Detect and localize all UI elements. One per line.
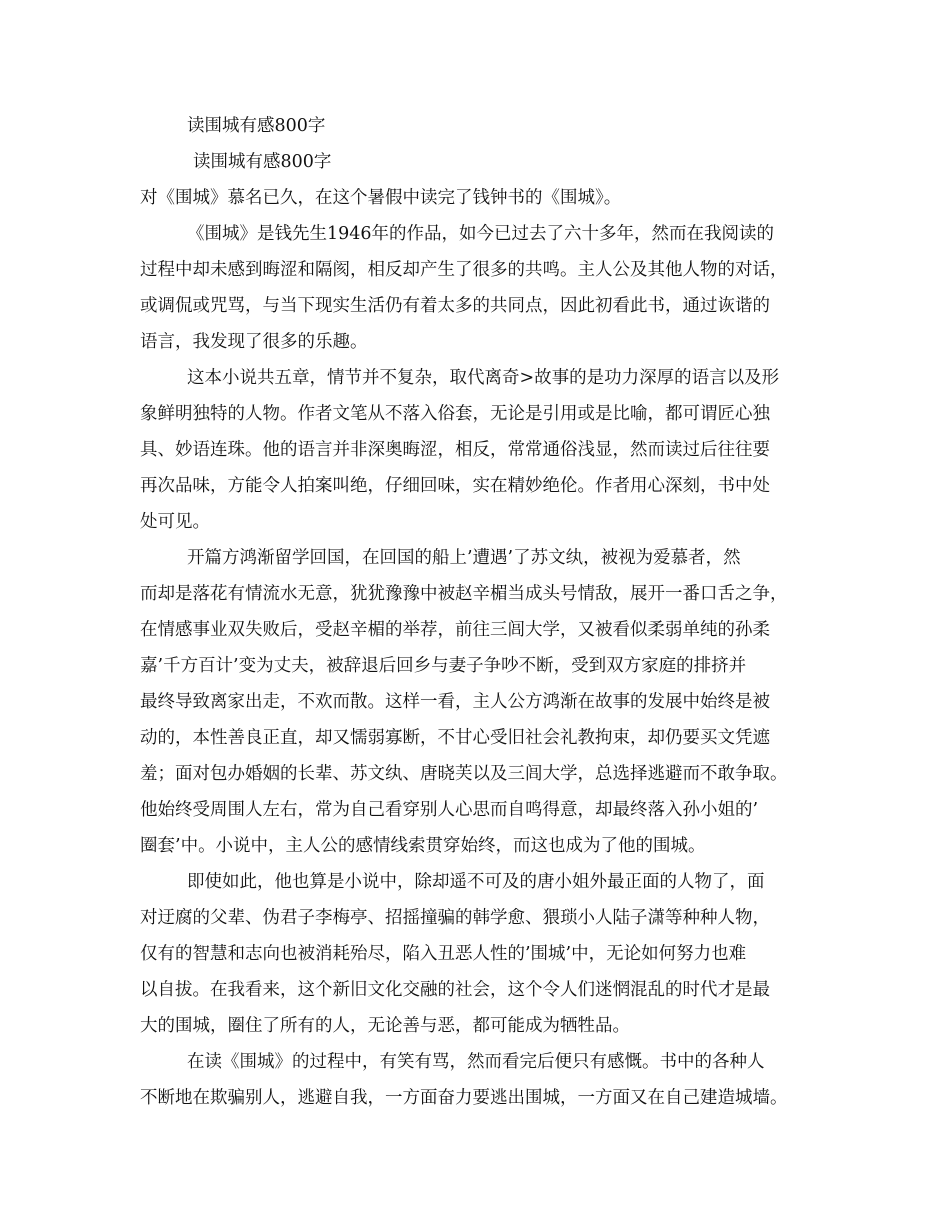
text-line: 象鲜明独特的人物。作者文笔从不落入俗套，无论是引用或是比喻，都可谓匠心独 xyxy=(140,404,770,424)
text-line: 《围城》是钱先生1946年的作品，如今已过去了六十多年，然而在我阅读的 xyxy=(187,224,775,244)
text-line: 仅有的智慧和志向也被消耗殆尽，陷入丑恶人性的’围城’中，无论如何努力也难 xyxy=(140,944,747,964)
text-line: 再次品味，方能令人拍案叫绝，仔细回味，实在精妙绝伦。作者用心深刻，书中处 xyxy=(140,476,770,496)
text-line: 开篇方鸿渐留学回国，在回国的船上’遭遇’了苏文纨，被视为爱慕者，然 xyxy=(187,548,741,568)
text-line: 这本小说共五章，情节并不复杂，取代离奇>故事的是功力深厚的语言以及形 xyxy=(187,368,780,388)
text-line: 大的围城，圈住了所有的人，无论善与恶，都可能成为牺牲品。 xyxy=(140,1016,630,1036)
text-line: 或调侃或咒骂，与当下现实生活仍有着太多的共同点，因此初看此书，通过诙谐的 xyxy=(140,296,770,316)
text-line: 对迂腐的父辈、伪君子李梅亭、招摇撞骗的韩学愈、猥琐小人陆子潇等种种人物， xyxy=(140,908,770,928)
text-line: 语言，我发现了很多的乐趣。 xyxy=(140,332,368,352)
text-line: 嘉’千方百计’变为丈夫，被辞退后回乡与妻子争吵不断，受到双方家庭的排挤并 xyxy=(140,656,747,676)
text-line: 以自拔。在我看来，这个新旧文化交融的社会，这个令人们迷惘混乱的时代才是最 xyxy=(140,980,770,1000)
text-line: 而却是落花有情流水无意，犹犹豫豫中被赵辛楣当成头号情敌，展开一番口舌之争， xyxy=(140,584,788,604)
text-line: 不断地在欺骗别人，逃避自我，一方面奋力要逃出围城，一方面又在自己建造城墙。 xyxy=(140,1088,788,1108)
text-line: 即使如此，他也算是小说中，除却遥不可及的唐小姐外最正面的人物了，面 xyxy=(187,872,765,892)
text-line: 处可见。 xyxy=(140,512,210,532)
text-line: 对《围城》慕名已久，在这个暑假中读完了钱钟书的《围城》。 xyxy=(140,188,622,208)
text-line: 在读《围城》的过程中，有笑有骂，然而看完后便只有感慨。书中的各种人 xyxy=(187,1052,765,1072)
text-line: 羞；面对包办婚姻的长辈、苏文纨、唐晓芙以及三闾大学，总选择逃避而不敢争取。 xyxy=(140,764,788,784)
essay-title: 读围城有感800字 xyxy=(187,116,326,136)
text-line: 动的，本性善良正直，却又懦弱寡断，不甘心受旧社会礼教拘束，却仍要买文凭遮 xyxy=(140,728,770,748)
text-line: 过程中却未感到晦涩和隔阂，相反却产生了很多的共鸣。主人公及其他人物的对话， xyxy=(140,260,788,280)
text-line: 他始终受周围人左右，常为自己看穿别人心思而自鸣得意，却最终落入孙小姐的’ xyxy=(140,800,759,820)
essay-title-repeat: 读围城有感800字 xyxy=(193,152,332,172)
text-line: 具、妙语连珠。他的语言并非深奥晦涩，相反，常常通俗浅显，然而读过后往往要 xyxy=(140,440,770,460)
text-line: 圈套’中。小说中，主人公的感情线索贯穿始终，而这也成为了他的围城。 xyxy=(140,836,706,856)
text-line: 在情感事业双失败后，受赵辛楣的举荐，前往三闾大学，又被看似柔弱单纯的孙柔 xyxy=(140,620,770,640)
text-line: 最终导致离家出走，不欢而散。这样一看，主人公方鸿渐在故事的发展中始终是被 xyxy=(140,692,770,712)
